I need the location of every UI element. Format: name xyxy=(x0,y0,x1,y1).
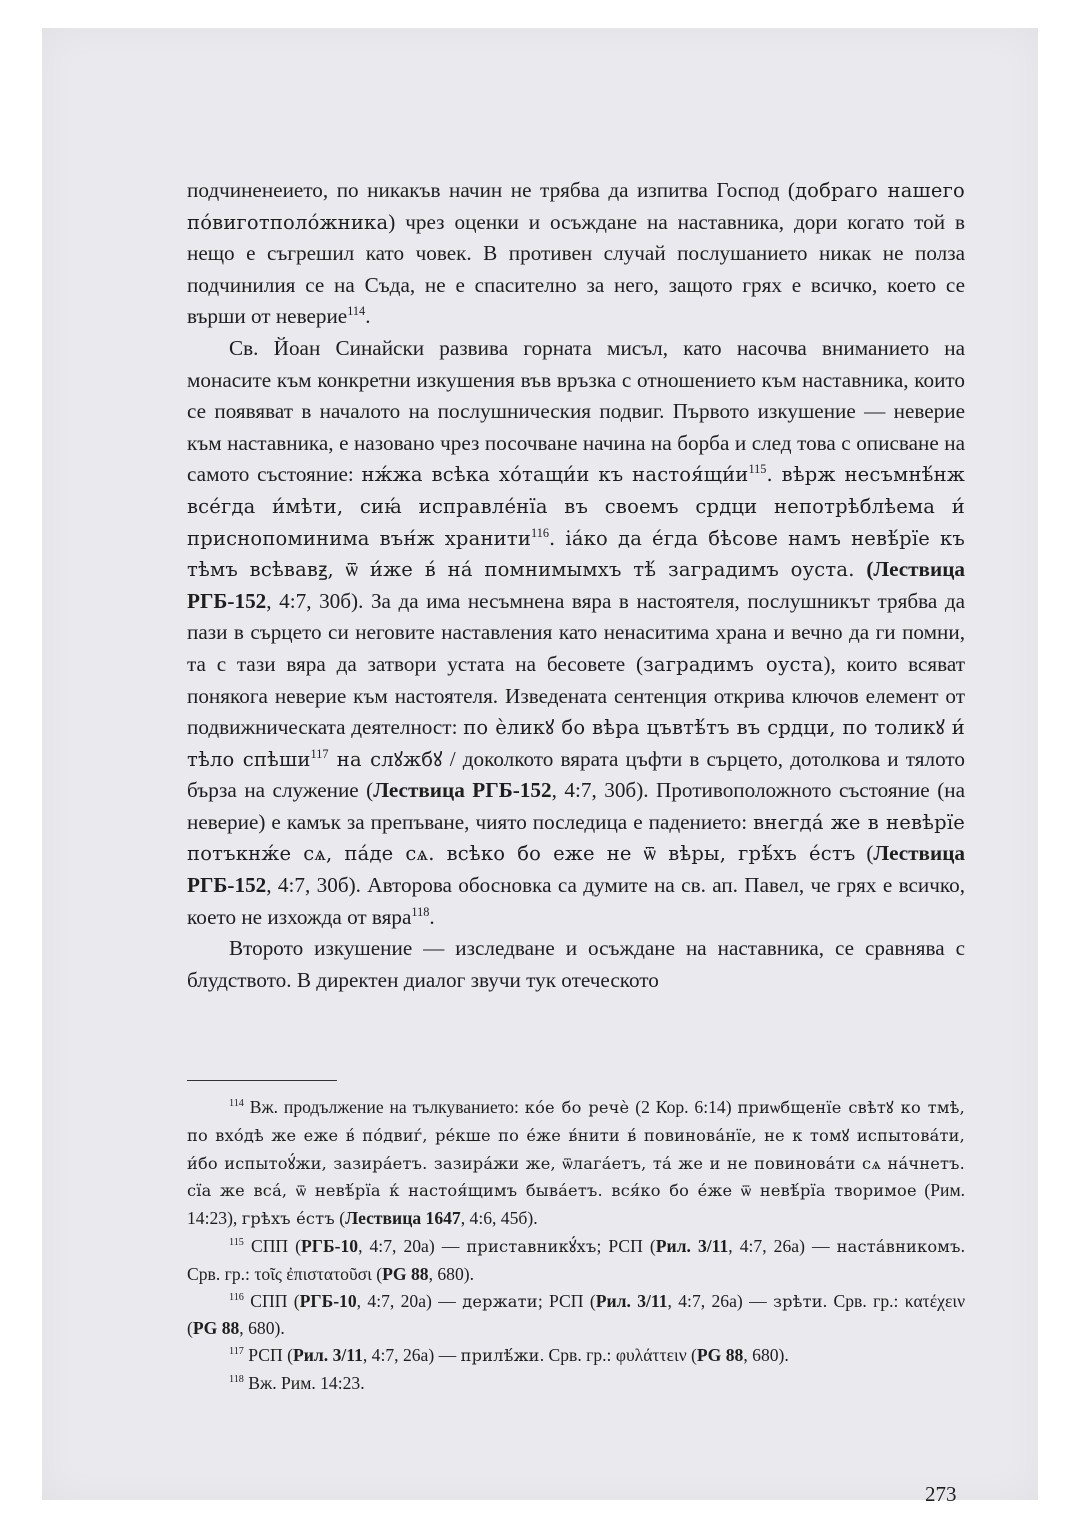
text: . Срв. гр.: κατέχειν ( xyxy=(187,1290,966,1339)
footnote-117 xyxy=(187,1342,965,1370)
footnotes xyxy=(187,1094,965,1397)
text: , 4:6, 45б). xyxy=(460,1208,538,1229)
church-slavonic-quote: внегда́ же в невѣрїе потъкнж́е сѧ, па́де сѧ. всѣко бо еже не ѿ вѣры, грѣ́хъ е́стъ xyxy=(187,810,965,866)
text: ( xyxy=(334,1208,346,1229)
church-slavonic-quote: добраго нашего по́виготполо́жника xyxy=(187,179,965,234)
text: подчиненеието, по никакъв начин не трябва да изпитва Господ ( xyxy=(187,178,795,202)
text: , 4:7, 26а) — xyxy=(728,1235,837,1256)
text: , 680). xyxy=(428,1263,475,1284)
church-slavonic-quote: грѣхъ е́стъ xyxy=(241,1209,335,1229)
text: ( xyxy=(855,841,874,866)
footnote-number: 117 xyxy=(229,1346,244,1358)
footnote-number: 114 xyxy=(229,1098,244,1110)
text: Вж. продължение на тълкуванието: xyxy=(243,1097,525,1117)
footnote-ref-115[interactable]: 115 xyxy=(748,462,767,477)
text: ; РСП ( xyxy=(537,1290,596,1311)
church-slavonic-quote: зрѣти xyxy=(773,1291,823,1311)
footnote-116 xyxy=(187,1288,965,1343)
source-citation: PG 88 xyxy=(696,1345,744,1366)
source-citation: Рил. 3/11 xyxy=(595,1290,668,1311)
footnote-separator xyxy=(187,1080,337,1081)
church-slavonic-quote: приѡбщенїе свѣтꙋ ко тмѣ, по вхо́дѣ же еже в́ по́двиѓ, ре́кше по е́же в́нити в́ повинова́нїе, не к томꙋ испытова́ти, и́бо испытоꙋ́жи, зазира́етъ. зазира́жи же, ѿлага́етъ, та́ же и не повинова́ти сѧ на́чнетъ. сїа же вса́, ѿ невѣ́рїа ќ настоя́щимъ быва́етъ. вся́ко бо е́же ѿ невѣ́рїа творимое xyxy=(187,1098,965,1201)
source-citation: Лествица 1647 xyxy=(345,1208,461,1229)
footnote-number: 115 xyxy=(229,1237,244,1249)
text: . Срв. гр.: φυλάττειν ( xyxy=(539,1345,697,1366)
church-slavonic-quote: на слꙋжбꙋ xyxy=(328,747,443,771)
text: , 4:7, 30б). За да има несъмнена вяра в настоятеля, послушникът трябва да пази в сърцето си неговите наставления като ненаситима храна и вечно да ги помни, та с тази вяра да затвори устата на бесовете ( xyxy=(187,588,965,676)
paragraph-2 xyxy=(187,333,965,933)
text: / доколкото вярата цъфти в сърцето, дотолкова и тялото бърза на служение ( xyxy=(187,746,965,803)
church-slavonic-quote: приставникꙋ́хъ xyxy=(466,1236,597,1256)
text: . Срв. гр.: τοῖς ἐπιστατοῦσι ( xyxy=(187,1235,966,1284)
footnote-number: 116 xyxy=(229,1291,244,1303)
footnote-114 xyxy=(187,1094,965,1233)
source-citation: РГБ-10 xyxy=(301,1235,359,1256)
church-slavonic-quote: по ѐликꙋ бо вѣра цъвтѣ́тъ въ срдци, по толикꙋ и́ тѣло спѣши xyxy=(187,716,965,771)
footnote-115 xyxy=(187,1233,965,1288)
text: Вж. Рим. 14:23. xyxy=(243,1372,365,1393)
book-page xyxy=(42,28,1038,1506)
footnote-ref-117[interactable]: 117 xyxy=(310,746,329,761)
text: Св. Йоан Синайски развива горната мисъл, като насочва вниманието на монасите към конкретни изкушения във връзка с отношението към наставника, които се появяват в началото на послушническия подвиг. Първото изкушение — неверие към наставника, е назовано чрез посочване начина на борба и след това с описване на самото състояние: xyxy=(187,335,965,487)
main-text xyxy=(187,175,965,996)
text: ) чрез оценки и осъждане на наставника, дори когато той в нещо е съгрешил като човек. В противен случай послушанието никак не полза подчинилия се на Съда, не е спасително за него, защото грях е всичко, което се върши от неверие xyxy=(187,209,965,329)
text: СПП ( xyxy=(243,1290,300,1311)
church-slavonic-quote: наста́вникомъ xyxy=(836,1236,961,1256)
paragraph-1 xyxy=(187,175,965,333)
text: ; РСП ( xyxy=(596,1235,656,1256)
text: ), които всяват понякога неверие към настоятеля. Изведената сентенция открива ключов елемент от подвижническата деятелност: xyxy=(187,651,965,740)
text: , 4:7, 20а) — xyxy=(356,1290,463,1311)
source-citation: Рил. 3/11 xyxy=(655,1235,729,1256)
text: , 680). xyxy=(743,1345,789,1366)
text: , 680). xyxy=(239,1318,285,1339)
source-citation: Лествица РГБ-152 xyxy=(373,778,552,803)
text: , 4:7, 20а) — xyxy=(358,1235,467,1256)
source-citation: Лествица РГБ-152 xyxy=(187,841,965,898)
text: (2 Кор. 6:14) xyxy=(629,1097,738,1117)
source-citation: PG 88 xyxy=(192,1318,240,1339)
text: , 4:7, 26а) — xyxy=(362,1345,461,1366)
footnote-ref-118[interactable]: 118 xyxy=(411,904,430,919)
church-slavonic-quote: . вѣрж несъмнѣ́нж все́гда и́мѣти, сиꙗ́ исправле́нїа въ своемъ срдци непотрѣблѣема и́ приснопоминима вън́ж хранити xyxy=(187,463,965,550)
church-slavonic-quote: . іа́ко да е́гда бѣсове намъ невѣ́рїе къ тѣмъ всѣвавꙃ, ѿ и́же в́ на́ помнимымхъ тѣ́ заградимъ оуста. xyxy=(187,526,965,582)
text: , 4:7, 30б). Авторова обосновка са думите на св. ап. Павел, че грях е всичко, което не изхожда от вяра xyxy=(187,873,965,929)
text: , 4:7, 26а) — xyxy=(667,1290,774,1311)
text: . xyxy=(429,904,435,929)
footnote-118 xyxy=(187,1370,965,1397)
church-slavonic-quote: нж́жа всѣка хо́тащи́и къ настоя́щи́и xyxy=(361,463,749,487)
church-slavonic-quote: держати xyxy=(462,1291,538,1311)
text: (Рим. 14:23), xyxy=(187,1180,965,1229)
church-slavonic-quote: заградимъ оуста xyxy=(643,652,824,676)
paragraph-3 xyxy=(187,933,965,996)
source-citation: РГБ-10 xyxy=(299,1290,357,1311)
source-citation: (Лествица РГБ-152 xyxy=(187,557,965,613)
text: . xyxy=(365,304,371,329)
text: РСП ( xyxy=(243,1345,294,1366)
text: , 4:7, 30б). Противоположното състояние (на неверие) е камък за препъване, чиято последица е падението: xyxy=(187,778,965,834)
church-slavonic-quote: ко́е бо речѐ xyxy=(524,1098,630,1117)
footnote-ref-116[interactable]: 116 xyxy=(531,525,549,540)
footnote-number: 118 xyxy=(229,1374,244,1386)
church-slavonic-quote: прилѣ́жи xyxy=(460,1346,540,1366)
text: СПП ( xyxy=(243,1235,302,1256)
source-citation: PG 88 xyxy=(382,1263,429,1284)
footnote-ref-114[interactable]: 114 xyxy=(347,304,366,319)
source-citation: Рил. 3/11 xyxy=(293,1345,363,1366)
page-number: 273 xyxy=(925,1482,957,1506)
text: Второто изкушение — изследване и осъждане на наставника, се сравнява с блудството. В директен диалог звучи тук отеческото xyxy=(187,936,965,992)
